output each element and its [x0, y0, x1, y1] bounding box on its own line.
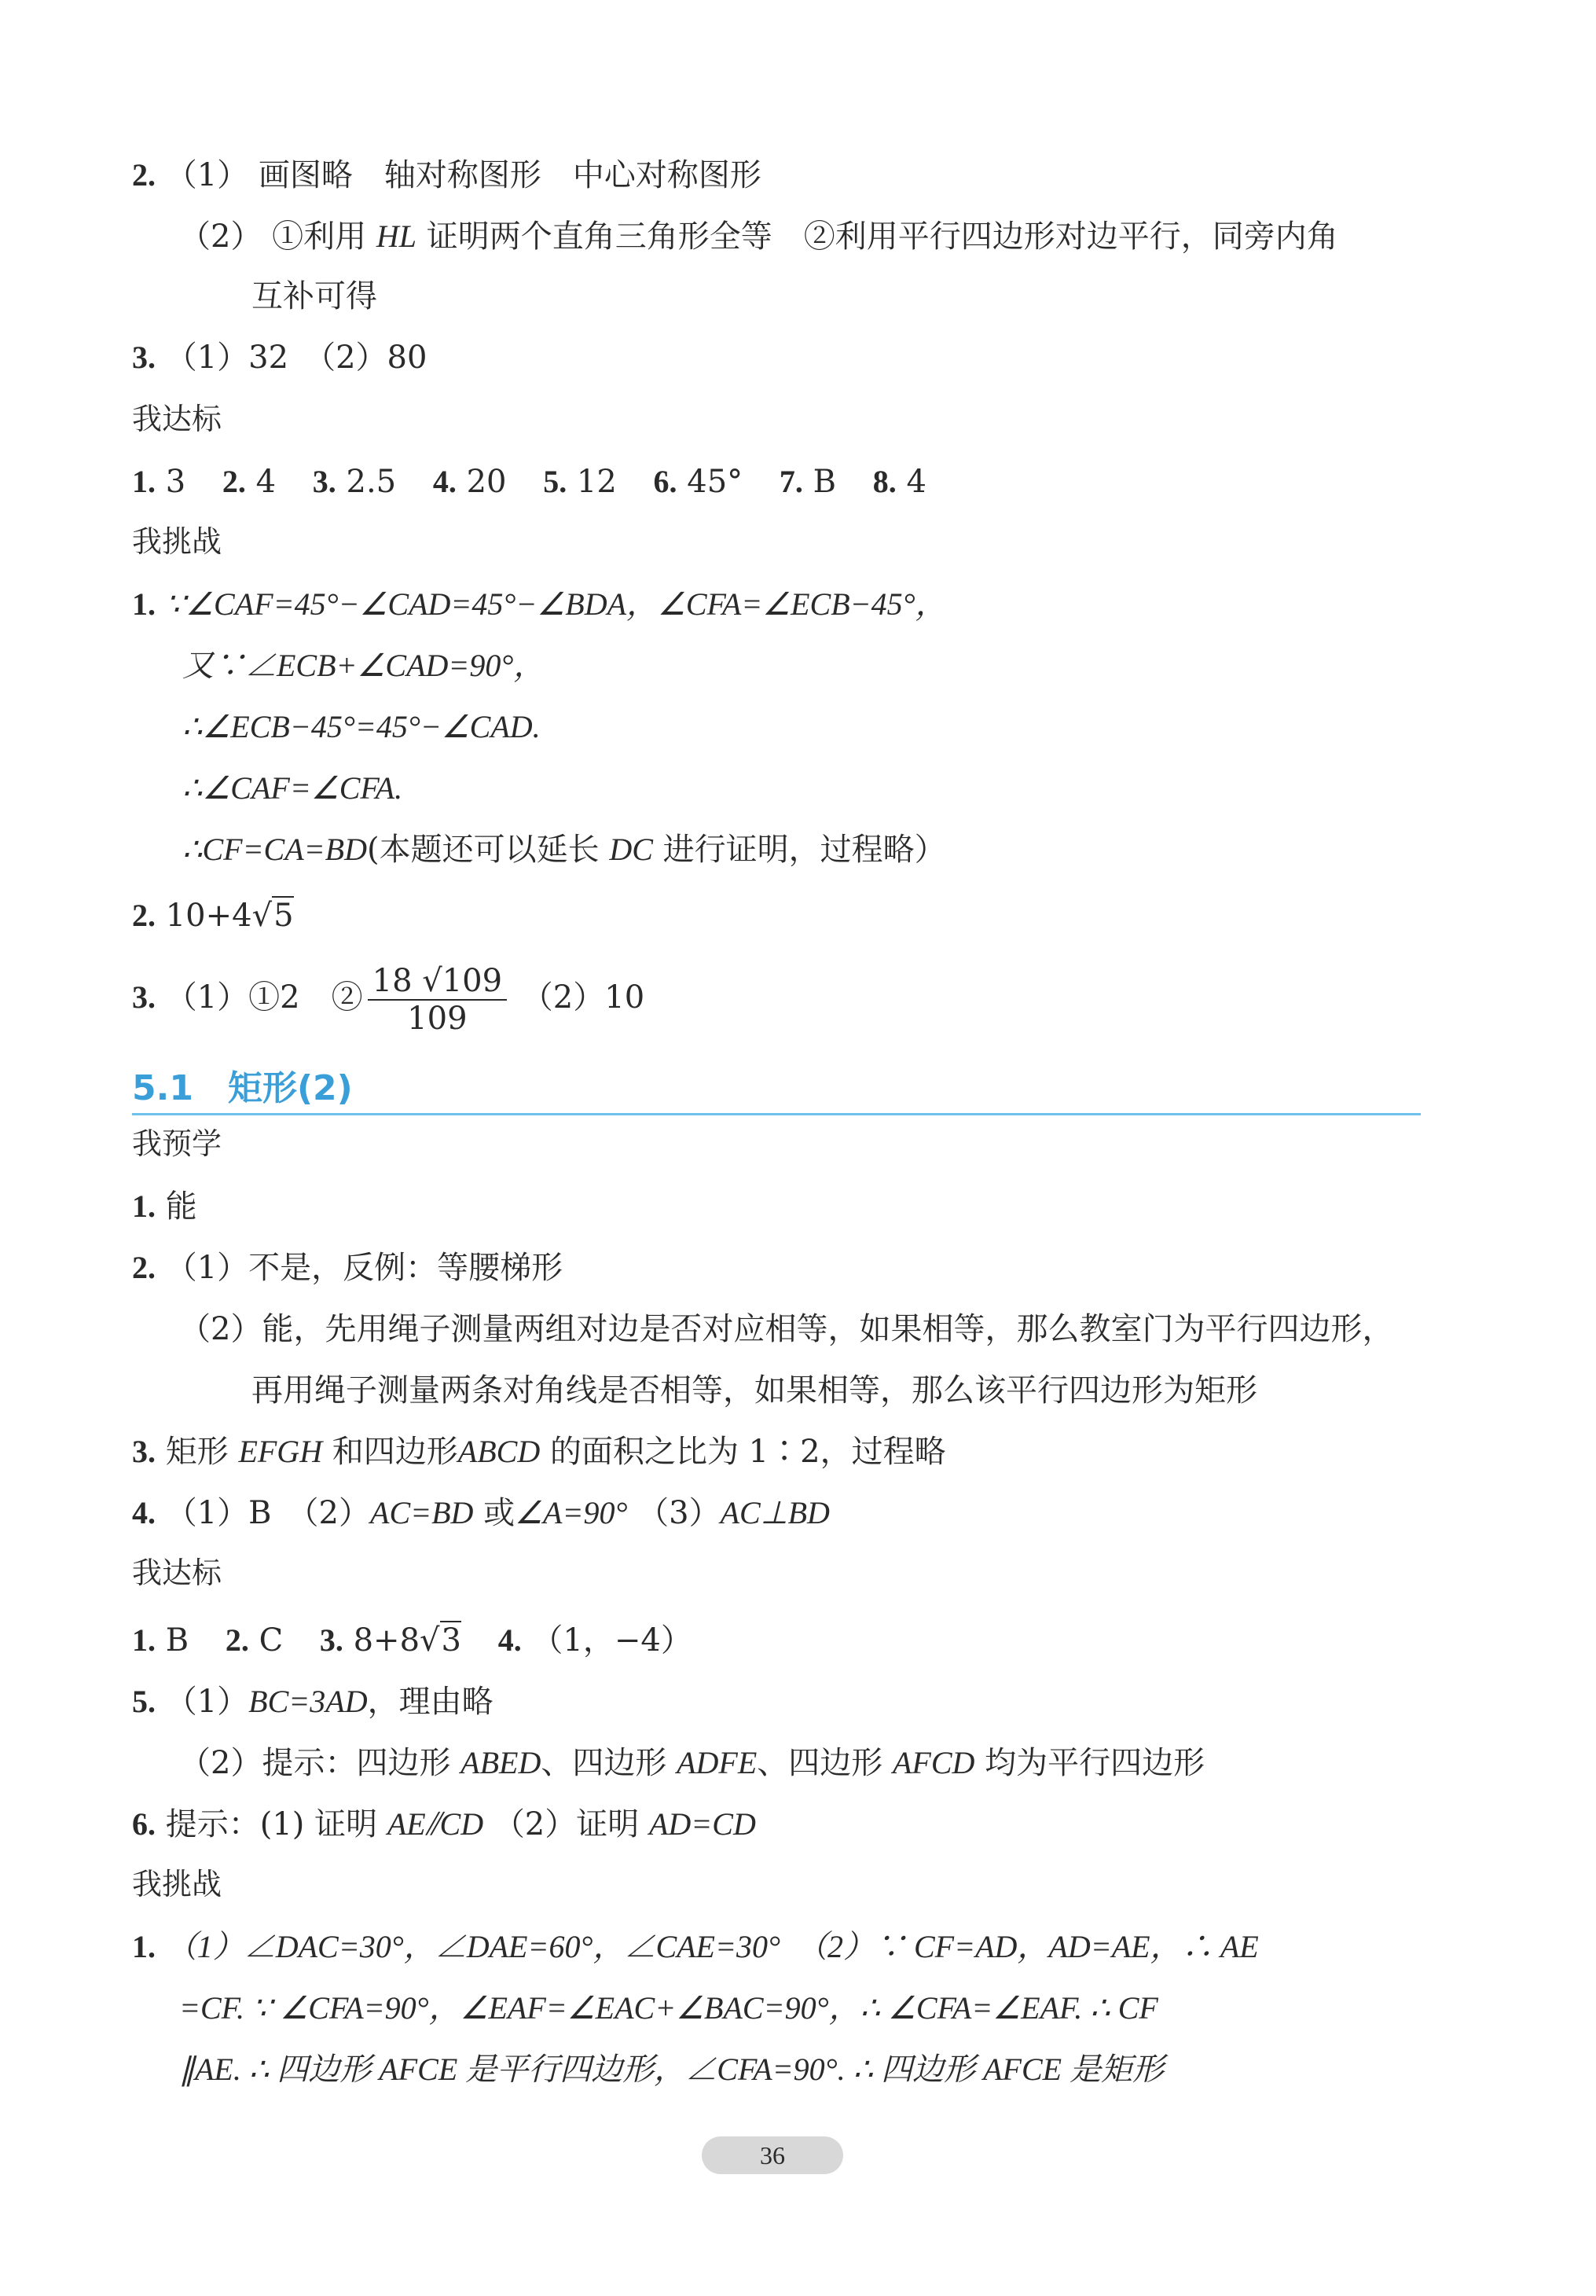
answer-text: 提示：(1) 证明 [165, 1806, 378, 1842]
answer-text: （1，−4） [531, 1622, 692, 1659]
yx1-line [132, 1188, 197, 1225]
radicand: 5 [273, 898, 294, 934]
item-number: 1. [132, 586, 156, 622]
answer-text: 20 [466, 464, 507, 500]
fraction [368, 963, 507, 1037]
d5-line1 [132, 1684, 493, 1720]
tz1-line3: ∴∠ECB−45°=45°−∠CAD. [182, 709, 541, 744]
answer-text: 45° [687, 464, 743, 500]
math-term: AFCD [892, 1745, 975, 1780]
proof-text: 进行证明，过程略） [662, 832, 946, 868]
tz3-line [132, 963, 644, 1037]
sub-mark: （1） [165, 157, 249, 193]
answer-text: （1）不是，反例：等腰梯形 [165, 1250, 563, 1286]
tz1-line2: 又∵∠ECB+∠CAD=90°， [182, 648, 545, 683]
item-number: 1. [132, 464, 156, 499]
answer-text: 或 [483, 1495, 515, 1531]
answer-text: 互补可得 [251, 278, 377, 314]
item-number: 4. [432, 464, 457, 499]
t1-line2: =CF. ∵ ∠CFA=90°，∠EAF=∠EAC+∠BAC=90°，∴ ∠CFA=∠EAF. ∴ CF [179, 1990, 1158, 2026]
item-number: 3. [132, 1434, 156, 1469]
t1-line1 [132, 1929, 1259, 1965]
answer-text: 均为平行四边形 [985, 1745, 1205, 1781]
answer-text: （3） [637, 1495, 721, 1531]
answer-text: （1） [165, 1684, 249, 1720]
answer-text: （2）证明 [493, 1806, 640, 1842]
answer-text: 的面积之比为 1∶2，过程略 [549, 1434, 946, 1470]
q3-line [132, 340, 427, 376]
answer-text: 8+8 [353, 1622, 420, 1659]
heading-yuxue: 我预学 [132, 1126, 222, 1161]
q2-line2 [179, 219, 1338, 255]
item-number: 3. [319, 1622, 343, 1658]
heading-dabiao-2: 我达标 [132, 1556, 222, 1590]
math-term: DC [609, 832, 653, 867]
tz1-line1 [132, 586, 947, 623]
dabiao2-line: 1. B 2. C 3. 8+8√3 4. （1，−4） [132, 1622, 692, 1659]
answer-text: （2）10 [521, 979, 645, 1016]
tz1-line5 [182, 832, 946, 868]
yx2-line1 [132, 1250, 563, 1286]
heading-tiaozhan-2: 我挑战 [132, 1867, 222, 1901]
answer-text: ①利用 [272, 219, 367, 255]
answer-text: ，理由略 [367, 1684, 493, 1720]
item-number: 2. [132, 1250, 156, 1285]
item-number: 4. [497, 1622, 522, 1658]
yx3-line [132, 1434, 946, 1470]
item-number: 5. [132, 1684, 156, 1719]
answer-text: （1）B （2） [165, 1495, 371, 1531]
yx4-line [132, 1495, 830, 1531]
math-term: ADFE [677, 1745, 758, 1780]
answer-text: 能 [165, 1188, 197, 1225]
answer-text: 4 [255, 464, 277, 500]
item-number: 2. [132, 157, 156, 193]
proof-text: ∴CF=CA=BD [182, 832, 367, 867]
q2-line1 [132, 157, 761, 193]
math-term: AD=CD [648, 1806, 756, 1842]
item-number: 2. [222, 464, 246, 499]
item-number: 2. [132, 898, 156, 933]
item-number: 2. [225, 1622, 249, 1658]
answer-text: B [165, 1622, 189, 1659]
sub-mark: （2） [179, 219, 262, 255]
item-number: 4. [132, 1495, 156, 1530]
answer-text: 3 [165, 464, 186, 500]
item-number: 6. [132, 1806, 156, 1842]
answer-text: B [813, 464, 836, 500]
answer-text: 证明两个直角三角形全等 ②利用平行四边形对边平行，同旁内角 [426, 219, 1338, 255]
answer-text: 4 [906, 464, 926, 500]
math-term: AE⫽CD [387, 1806, 484, 1842]
math-term: ABED [460, 1745, 541, 1780]
answer-text: （1）32 （2）80 [165, 340, 427, 376]
item-number: 3. [132, 979, 156, 1015]
answer-text: （1）①2 ② [165, 979, 363, 1016]
answer-text: 和四边形 [332, 1434, 458, 1470]
answer-text: （2）提示：四边形 [179, 1745, 451, 1781]
answer-text: 2.5 [346, 464, 397, 500]
heading-tiaozhan: 我挑战 [132, 524, 222, 559]
math-term: HL [376, 219, 417, 254]
item-number: 3. [132, 340, 156, 375]
item-number: 5. [543, 464, 567, 499]
math-term: ∠A=90° [515, 1495, 628, 1530]
d6-line [132, 1806, 756, 1842]
math-term: AC⊥BD [720, 1495, 830, 1530]
item-number: 1. [132, 1188, 156, 1224]
fraction-numerator: 18 √109 [368, 963, 507, 1001]
math-term: ABCD [457, 1434, 541, 1469]
item-number: 7. [779, 464, 803, 499]
section-name: 矩形(2) [227, 1068, 353, 1108]
math-term: BC=3AD [248, 1684, 368, 1719]
yx2-line3: 再用绳子测量两条对角线是否相等，如果相等，那么该平行四边形为矩形 [251, 1372, 1257, 1409]
page-number: 36 [702, 2136, 843, 2174]
proof-text: (本题还可以延长 [366, 832, 600, 868]
t1-line3: ∥AE. ∴ 四边形 AFCE 是平行四边形，∠CFA=90°. ∴ 四边形 AFCE 是矩形 [179, 2052, 1165, 2087]
math-term: EFGH [238, 1434, 323, 1469]
fraction-denominator: 109 [407, 1001, 468, 1037]
item-number: 3. [312, 464, 336, 499]
answer-text: 12 [576, 464, 617, 500]
heading-dabiao: 我达标 [132, 402, 222, 436]
item-number: 6. [653, 464, 677, 499]
answer-text: C [259, 1622, 284, 1659]
item-number: 1. [132, 1622, 156, 1658]
dabiao-answers [132, 464, 926, 500]
proof-text: （1）∠DAC=30°，∠DAE=60°，∠CAE=30° （2）∵ CF=AD，AD=AE，∴ AE [165, 1929, 1259, 1964]
section-number: 5.1 [132, 1068, 193, 1108]
tz2-line: 2. 10+4√5 [132, 898, 294, 934]
yx2-line2: （2）能，先用绳子测量两组对边是否对应相等，如果相等，那么教室门为平行四边形， [179, 1311, 1394, 1347]
proof-text: ∵∠CAF=45°−∠CAD=45°−∠BDA，∠CFA=∠ECB−45°， [165, 586, 947, 622]
tz1-line4: ∴∠CAF=∠CFA. [182, 770, 403, 806]
section-rule [132, 1113, 1421, 1115]
q2-line3 [251, 278, 377, 314]
answer-text: 、四边形 [757, 1745, 883, 1781]
answer-text: 、四边形 [541, 1745, 667, 1781]
section-title [132, 1060, 353, 1110]
math-term: AC=BD [370, 1495, 474, 1530]
answer-text: 矩形 [165, 1434, 229, 1470]
d5-line2 [179, 1745, 1205, 1781]
answer-text: 画图略 轴对称图形 中心对称图形 [258, 157, 761, 193]
radicand: 3 [441, 1622, 461, 1659]
item-number: 1. [132, 1929, 156, 1964]
answer-text: 10+4 [165, 898, 252, 934]
item-number: 8. [872, 464, 897, 499]
